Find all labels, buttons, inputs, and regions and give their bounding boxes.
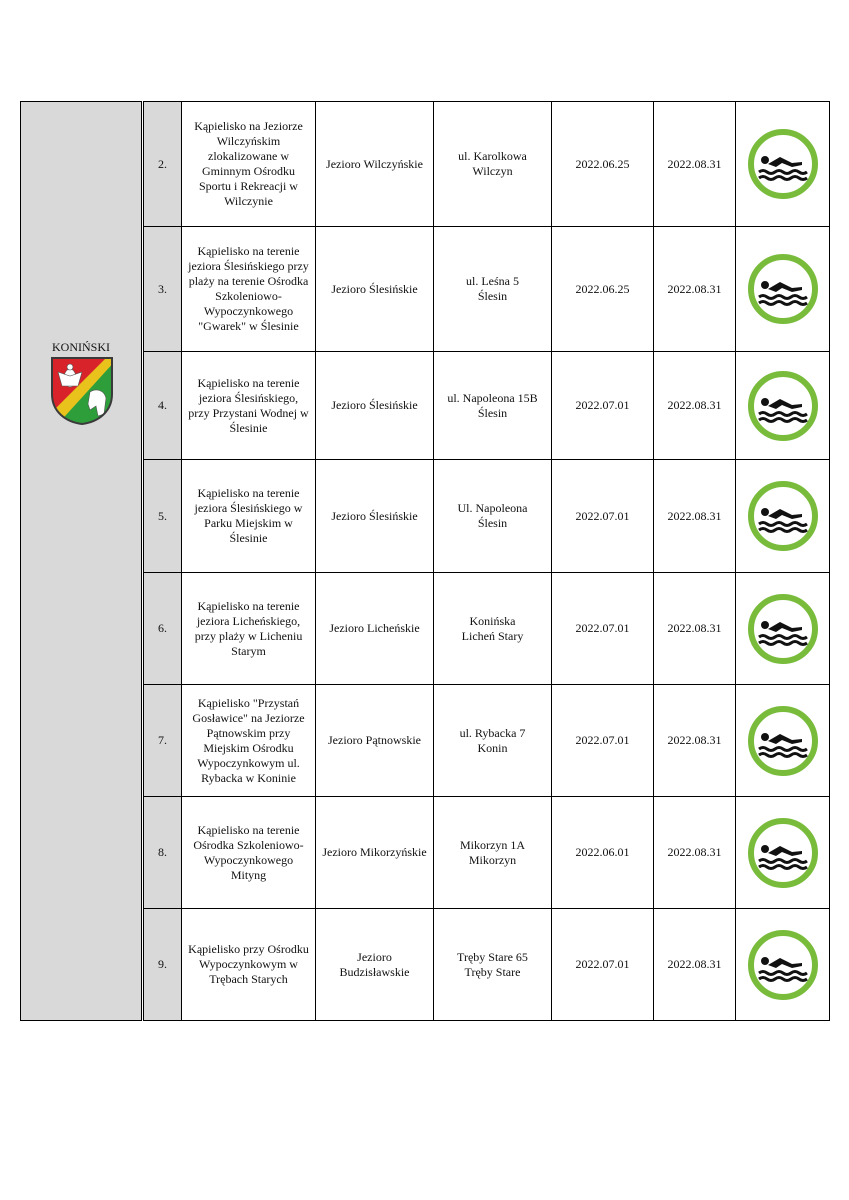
site-address [434, 102, 552, 227]
lake-name: Jezioro Budzisławskie [316, 909, 434, 1021]
season-start: 2022.07.01 [552, 460, 654, 573]
swimming-icon [746, 704, 820, 778]
site-name: Kąpielisko na terenie jeziora Ślesińskiego, przy Przystani Wodnej w Ślesinie [182, 352, 316, 460]
row-number: 7. [144, 685, 182, 797]
swimming-icon [746, 479, 820, 553]
swimming-status [736, 685, 830, 797]
county-crest-icon [50, 356, 114, 426]
swimming-status [736, 573, 830, 685]
season-end: 2022.08.31 [654, 685, 736, 797]
season-end: 2022.08.31 [654, 909, 736, 1021]
table-row [144, 227, 830, 352]
season-end: 2022.08.31 [654, 460, 736, 573]
address-street: Tręby Stare 65 [457, 949, 528, 964]
county-cell [20, 101, 142, 1021]
row-number: 2. [144, 102, 182, 227]
swimming-status [736, 460, 830, 573]
lake-name: Jezioro Ślesińskie [316, 460, 434, 573]
swimming-status [736, 102, 830, 227]
address-town: Konin [477, 740, 508, 755]
lake-name: Jezioro Ślesińskie [316, 227, 434, 352]
site-name: Kąpielisko na terenie jeziora Licheńskiego, przy plaży w Licheniu Starym [182, 573, 316, 685]
address-town: Ślesin [477, 516, 508, 530]
swimming-status [736, 227, 830, 352]
address-town: Tręby Stare [464, 964, 521, 979]
season-end: 2022.08.31 [654, 227, 736, 352]
season-start: 2022.06.01 [552, 797, 654, 909]
swimming-icon [746, 252, 820, 326]
lake-name: Jezioro Ślesińskie [316, 352, 434, 460]
site-name: Kąpielisko przy Ośrodku Wypoczynkowym w Trębach Starych [182, 909, 316, 1021]
season-start: 2022.07.01 [552, 685, 654, 797]
season-end: 2022.08.31 [654, 797, 736, 909]
site-name: Kąpielisko na Jeziorze Wilczyńskim zlokalizowane w Gminnym Ośrodku Sportu i Rekreacji w Wilczynie [182, 102, 316, 227]
table-row [144, 573, 830, 685]
row-number: 9. [144, 909, 182, 1021]
season-start: 2022.06.25 [552, 227, 654, 352]
swimming-icon [746, 592, 820, 666]
swimming-icon [746, 816, 820, 890]
row-number: 6. [144, 573, 182, 685]
table-row [144, 352, 830, 460]
swimming-status [736, 909, 830, 1021]
address-town: Ślesin [477, 289, 508, 303]
site-name: Kąpielisko "Przystań Gosławice" na Jeziorze Pątnowskim przy Miejskim Ośrodku Wypoczynkowym ul. Rybacka w Koninie [182, 685, 316, 797]
table-row [144, 460, 830, 573]
site-name: Kąpielisko na terenie jeziora Ślesińskiego w Parku Miejskim w Ślesinie [182, 460, 316, 573]
address-street: ul. Leśna 5 [466, 274, 519, 288]
swimming-status [736, 352, 830, 460]
address-town: Ślesin [477, 405, 508, 420]
table-row [144, 909, 830, 1021]
table-row [144, 797, 830, 909]
swimming-status [736, 797, 830, 909]
address-street: ul. Napoleona 15B [447, 390, 538, 405]
address-street: Mikorzyn 1A [460, 837, 525, 852]
season-end: 2022.08.31 [654, 102, 736, 227]
address-town: Wilczyn [472, 164, 513, 178]
site-address [434, 909, 552, 1021]
season-start: 2022.07.01 [552, 352, 654, 460]
table-row [144, 685, 830, 797]
county-name: KONIŃSKI [52, 340, 110, 354]
season-start: 2022.07.01 [552, 573, 654, 685]
season-end: 2022.08.31 [654, 352, 736, 460]
site-name: Kąpielisko na terenie jeziora Ślesińskiego przy plaży na terenie Ośrodka Szkoleniowo-Wypoczynkowego "Gwarek" w Ślesinie [182, 227, 316, 352]
site-address [434, 460, 552, 573]
address-town: Mikorzyn [468, 852, 517, 867]
address-street: ul. Karolkowa [458, 149, 527, 163]
lake-name: Jezioro Pątnowskie [316, 685, 434, 797]
row-number: 8. [144, 797, 182, 909]
site-address [434, 227, 552, 352]
season-end: 2022.08.31 [654, 573, 736, 685]
address-street: ul. Rybacka 7 [459, 725, 526, 740]
site-address [434, 352, 552, 460]
swimming-icon [746, 369, 820, 443]
lake-name: Jezioro Mikorzyńskie [316, 797, 434, 909]
lake-name: Jezioro Wilczyńskie [316, 102, 434, 227]
site-address [434, 685, 552, 797]
row-number: 3. [144, 227, 182, 352]
address-street: Ul. Napoleona [457, 501, 528, 515]
address-town: Licheń Stary [461, 628, 524, 643]
season-start: 2022.07.01 [552, 909, 654, 1021]
table-row [144, 102, 830, 227]
site-address [434, 573, 552, 685]
row-number: 5. [144, 460, 182, 573]
site-name: Kąpielisko na terenie Ośrodka Szkoleniowo-Wypoczynkowego Mityng [182, 797, 316, 909]
row-number: 4. [144, 352, 182, 460]
swimming-icon [746, 127, 820, 201]
lake-name: Jezioro Licheńskie [316, 573, 434, 685]
address-street: Konińska [469, 613, 516, 628]
swimming-icon [746, 928, 820, 1002]
bathing-sites-table [143, 101, 830, 1021]
site-address [434, 797, 552, 909]
season-start: 2022.06.25 [552, 102, 654, 227]
